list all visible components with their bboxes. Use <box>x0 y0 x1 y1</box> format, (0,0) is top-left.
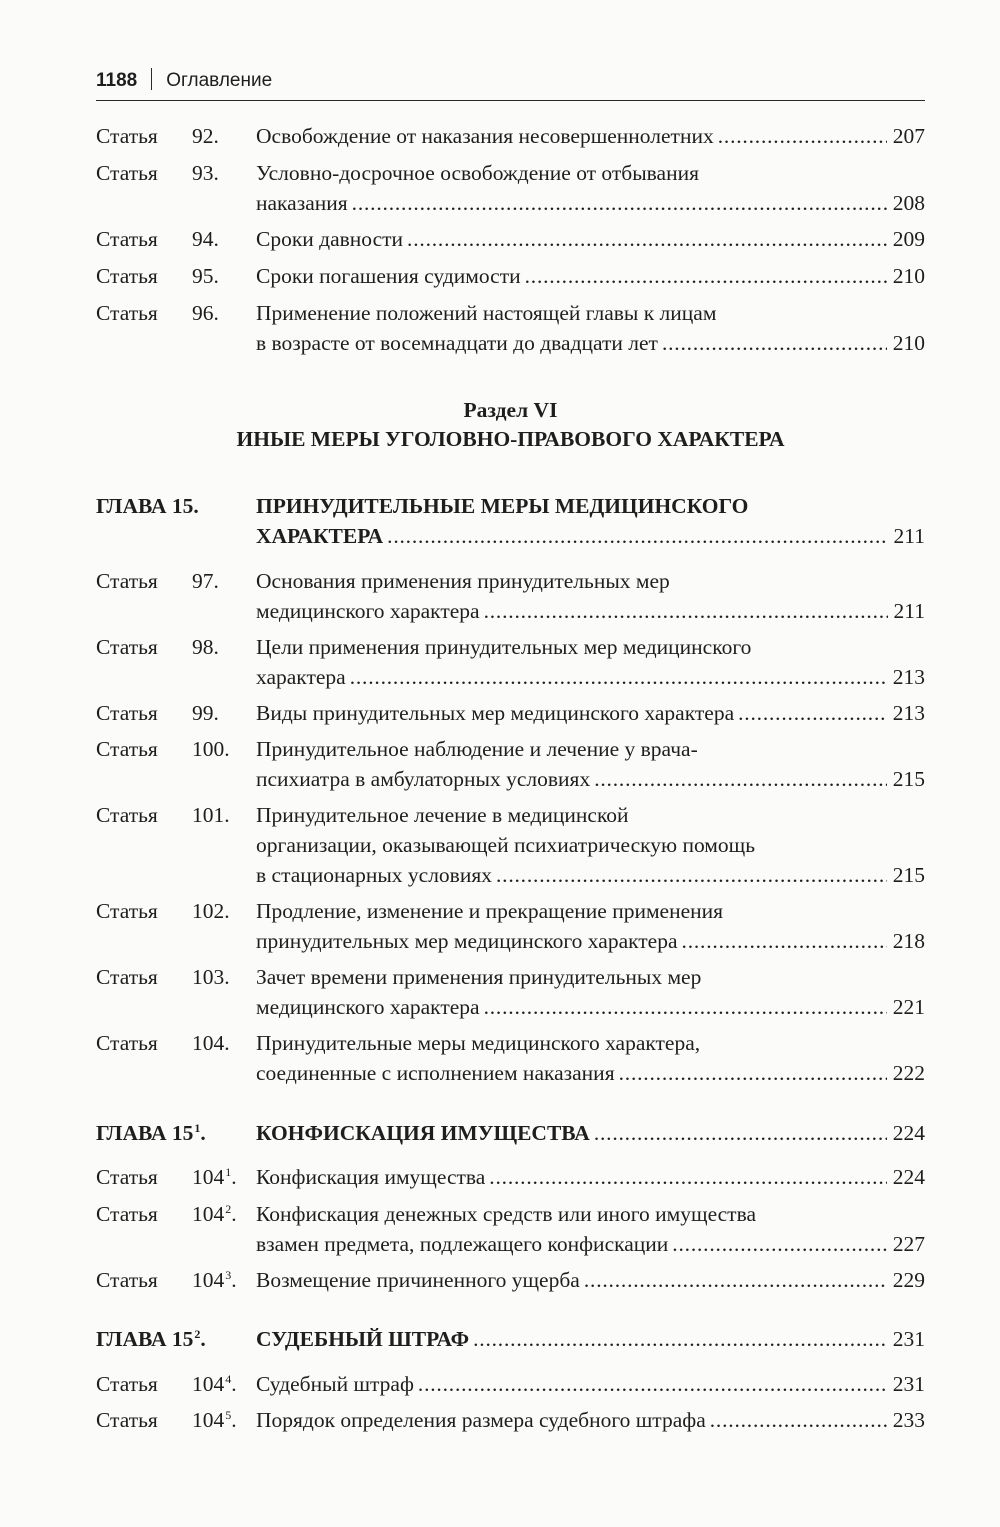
entry-title-line: взамен предмета, подлежащего конфискации <box>256 1232 669 1256</box>
chapter-page: 224 <box>892 1121 925 1145</box>
chapter-superscript: 1 <box>194 1121 201 1135</box>
entry-superscript: 4 <box>225 1372 232 1386</box>
entry-label: Статья <box>96 227 158 251</box>
entry-number: 104 <box>192 1202 225 1226</box>
entry-label: Статья <box>96 803 158 827</box>
entry-title-line: медицинского характера <box>256 599 480 623</box>
entry-title: Сроки погашения судимости <box>256 264 521 288</box>
chapter-page: 211 <box>893 524 925 548</box>
dot-leader <box>484 992 887 1022</box>
entry-title: Сроки давности <box>256 227 404 251</box>
section-title: Раздел VI <box>463 398 558 422</box>
entry-page: 213 <box>892 701 925 725</box>
entry-label: Статья <box>96 701 158 725</box>
entry-page: 231 <box>892 1372 925 1396</box>
entry-title: Виды принудительных мер медицинского характера <box>256 701 735 725</box>
dot-leader <box>738 698 887 728</box>
entry-label: Статья <box>96 264 158 288</box>
entry-label: Статья <box>96 1031 158 1055</box>
entry-title-line: Условно-досрочное освобождение от отбывания <box>256 161 699 185</box>
entry-number: 104 <box>192 1268 225 1292</box>
entry-number: 103. <box>192 965 230 989</box>
entry-page: 209 <box>892 227 925 251</box>
entry-page: 229 <box>892 1268 925 1292</box>
entry-superscript: 5 <box>225 1408 232 1422</box>
entry-number-suffix: . <box>231 1268 237 1292</box>
chapter-label: ГЛАВА 15 <box>96 1121 194 1145</box>
dot-leader <box>594 764 887 794</box>
dot-leader <box>496 860 887 890</box>
section-subtitle: ИНЫЕ МЕРЫ УГОЛОВНО-ПРАВОВОГО ХАРАКТЕРА <box>236 427 785 451</box>
entry-number: 98. <box>192 635 219 659</box>
entry-title-line: характера <box>256 665 346 689</box>
entry-title-line: организации, оказывающей психиатрическую помощь <box>256 833 756 857</box>
header-divider <box>151 68 152 90</box>
entry-superscript: 1 <box>225 1165 232 1179</box>
dot-leader <box>672 1229 886 1259</box>
entry-number-suffix: . <box>231 1372 237 1396</box>
entry-number: 101. <box>192 803 230 827</box>
entry-label: Статья <box>96 965 158 989</box>
entry-page: 207 <box>892 124 925 148</box>
chapter-title-line: ПРИНУДИТЕЛЬНЫЕ МЕРЫ МЕДИЦИНСКОГО <box>256 494 749 518</box>
dot-leader <box>352 188 887 218</box>
entry-page: 218 <box>892 929 925 953</box>
entry-page: 213 <box>892 665 925 689</box>
chapter-label-suffix: . <box>200 1327 206 1351</box>
chapter-superscript: 2 <box>194 1327 201 1341</box>
dot-leader <box>489 1162 886 1192</box>
entry-title-line: принудительных мер медицинского характера <box>256 929 678 953</box>
dot-leader <box>682 926 887 956</box>
entry-page: 222 <box>892 1061 925 1085</box>
chapter-label: ГЛАВА 15 <box>96 1327 194 1351</box>
entry-title-line: Основания применения принудительных мер <box>256 569 670 593</box>
entry-page: 215 <box>892 767 925 791</box>
entry-superscript: 2 <box>225 1202 232 1216</box>
entry-label: Статья <box>96 124 158 148</box>
dot-leader <box>594 1118 887 1148</box>
dot-leader <box>710 1405 887 1435</box>
running-header <box>96 66 925 101</box>
entry-page: 233 <box>892 1408 925 1432</box>
entry-title-line: в возрасте от восемнадцати до двадцати лет <box>256 331 658 355</box>
entry-label: Статья <box>96 569 158 593</box>
dot-leader <box>473 1324 887 1354</box>
dot-leader <box>407 224 887 254</box>
chapter-title-line: ХАРАКТЕРА <box>256 524 384 548</box>
entry-number: 93. <box>192 161 219 185</box>
dot-leader <box>718 121 887 151</box>
entry-title-line: Принудительное наблюдение и лечение у врача- <box>256 737 698 761</box>
entry-page: 224 <box>892 1165 925 1189</box>
entry-title-line: медицинского характера <box>256 995 480 1019</box>
entry-label: Статья <box>96 1372 158 1396</box>
entry-label: Статья <box>96 1202 158 1226</box>
dot-leader <box>662 328 887 358</box>
entry-page: 211 <box>893 599 925 623</box>
entry-number-suffix: . <box>231 1202 237 1226</box>
entry-number: 104 <box>192 1165 225 1189</box>
entry-number-suffix: . <box>231 1408 237 1432</box>
dot-leader <box>619 1058 887 1088</box>
chapter-label-suffix: . <box>200 1121 206 1145</box>
entry-title: Возмещение причиненного ущерба <box>256 1268 580 1292</box>
entry-title-line: Цели применения принудительных мер медицинского <box>256 635 752 659</box>
dot-leader <box>418 1369 887 1399</box>
entry-title-line: Конфискация денежных средств или иного имущества <box>256 1202 756 1226</box>
entry-label: Статья <box>96 635 158 659</box>
dot-leader <box>484 596 888 626</box>
entry-page: 215 <box>892 863 925 887</box>
dot-leader <box>584 1265 887 1295</box>
entry-number: 104 <box>192 1372 225 1396</box>
header-title: Оглавление <box>166 70 273 91</box>
dot-leader <box>525 261 887 291</box>
entry-title: Конфискация имущества <box>256 1165 486 1189</box>
chapter-title: КОНФИСКАЦИЯ ИМУЩЕСТВА <box>256 1121 590 1145</box>
entry-label: Статья <box>96 301 158 325</box>
entry-number: 102. <box>192 899 230 923</box>
entry-title-line: соединенные с исполнением наказания <box>256 1061 615 1085</box>
chapter-label: ГЛАВА 15. <box>96 494 199 518</box>
entry-number: 96. <box>192 301 219 325</box>
entry-page: 221 <box>892 995 925 1019</box>
entry-title-line: в стационарных условиях <box>256 863 492 887</box>
entry-number: 104. <box>192 1031 230 1055</box>
entry-page: 227 <box>892 1232 925 1256</box>
entry-title-line: наказания <box>256 191 348 215</box>
entry-title-line: Принудительное лечение в медицинской <box>256 803 629 827</box>
entry-title-line: Продление, изменение и прекращение применения <box>256 899 724 923</box>
entry-label: Статья <box>96 1268 158 1292</box>
entry-label: Статья <box>96 899 158 923</box>
entry-number: 92. <box>192 124 219 148</box>
entry-superscript: 3 <box>225 1268 232 1282</box>
entry-page: 210 <box>892 264 925 288</box>
entry-label: Статья <box>96 161 158 185</box>
entry-page: 208 <box>892 191 925 215</box>
chapter-title: СУДЕБНЫЙ ШТРАФ <box>256 1327 470 1351</box>
dot-leader <box>350 662 887 692</box>
entry-page: 210 <box>892 331 925 355</box>
entry-label: Статья <box>96 1165 158 1189</box>
entry-title-line: Принудительные меры медицинского характера, <box>256 1031 701 1055</box>
entry-title: Освобождение от наказания несовершеннолетних <box>256 124 714 148</box>
entry-title: Судебный штраф <box>256 1372 414 1396</box>
entry-number: 99. <box>192 701 219 725</box>
entry-title-line: психиатра в амбулаторных условиях <box>256 767 591 791</box>
dot-leader <box>387 521 887 551</box>
chapter-page: 231 <box>892 1327 925 1351</box>
entry-number: 94. <box>192 227 219 251</box>
entry-label: Статья <box>96 1408 158 1432</box>
entry-number-suffix: . <box>231 1165 237 1189</box>
page-number: 1188 <box>96 70 138 91</box>
entry-title-line: Зачет времени применения принудительных мер <box>256 965 702 989</box>
entry-label: Статья <box>96 737 158 761</box>
entry-number: 104 <box>192 1408 225 1432</box>
entry-number: 100. <box>192 737 230 761</box>
entry-title: Порядок определения размера судебного штрафа <box>256 1408 706 1432</box>
entry-title-line: Применение положений настоящей главы к лицам <box>256 301 717 325</box>
entry-number: 97. <box>192 569 219 593</box>
entry-number: 95. <box>192 264 219 288</box>
